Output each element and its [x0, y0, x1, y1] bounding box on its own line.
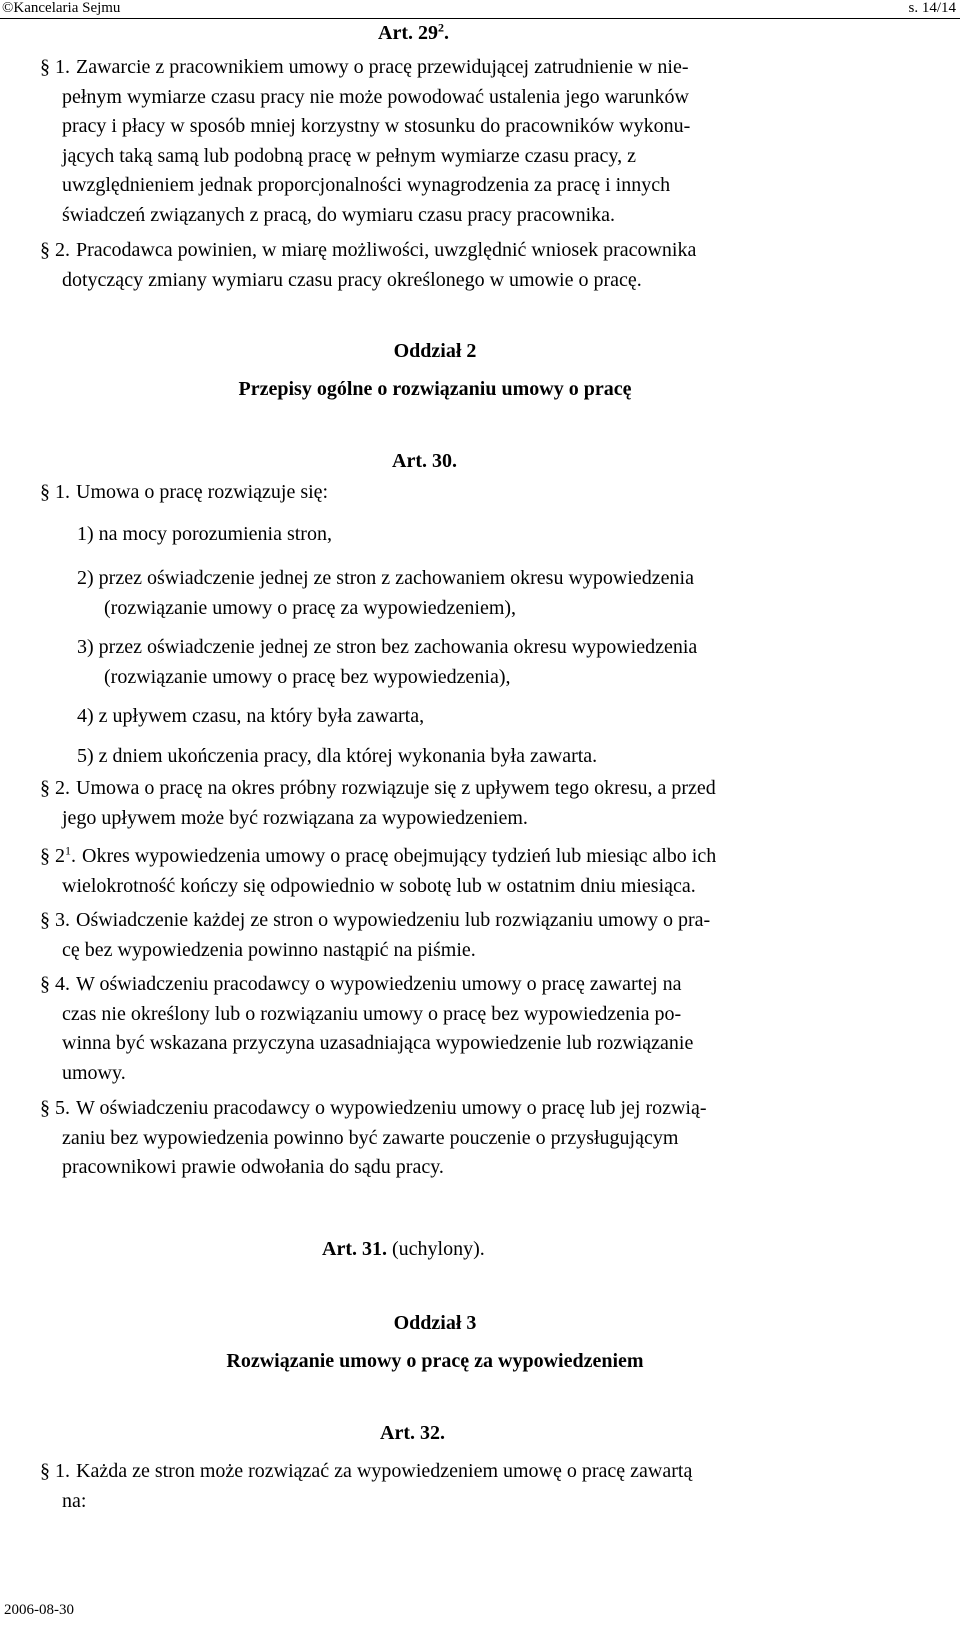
- art32-paragraph-1: [40, 1457, 840, 1516]
- paragraph-line: [40, 842, 840, 872]
- article-heading-32: Art. 32.: [380, 1422, 445, 1444]
- item-text: przez oświadczenie jednej ze stron bez zachowania okresu wypowiedzenia: [98, 636, 698, 658]
- list-item: [77, 564, 694, 623]
- paragraph-line: pracy i płacy w sposób mniej korzystny w stosunku do pracowników wykonu-: [62, 115, 691, 137]
- paragraph-text: Każda ze stron może rozwiązać za wypowiedzeniem umowę o pracę zawartą: [76, 1460, 693, 1482]
- paragraph-marker: § 1.: [40, 56, 70, 78]
- paragraph-line: [40, 1094, 840, 1124]
- paragraph-line: [40, 1457, 840, 1487]
- paragraph-line: dotyczący zmiany wymiaru czasu pracy określonego w umowie o pracę.: [62, 268, 642, 291]
- art30-paragraph-5: [40, 1094, 840, 1183]
- paragraph-marker: § 3.: [40, 909, 70, 931]
- paragraph-line: [40, 906, 840, 936]
- paragraph-line: na:: [62, 1489, 87, 1512]
- list-item: [77, 742, 597, 772]
- art30-paragraph-2: [40, 774, 840, 833]
- art29-2-paragraph-2: [40, 236, 840, 295]
- list-item: [77, 633, 697, 692]
- article-heading-31: Art. 31.: [322, 1238, 387, 1260]
- paragraph-text: Zawarcie z pracownikiem umowy o pracę przewidującej zatrudnienie w nie-: [76, 56, 689, 78]
- item-text: (rozwiązanie umowy o pracę bez wypowiedzenia),: [104, 665, 511, 688]
- list-item: [77, 520, 332, 550]
- paragraph-line: pełnym wymiarze czasu pracy nie może powodować ustalenia jego warunków: [62, 85, 689, 108]
- paragraph-text: Oświadczenie każdej ze stron o wypowiedzeniu lub rozwiązaniu umowy o pra-: [76, 909, 711, 931]
- paragraph-text: Okres wypowiedzenia umowy o pracę obejmujący tydzień lub miesiąc albo ich: [82, 845, 717, 867]
- list-item: [77, 702, 424, 732]
- copyright-label: ©Kancelaria Sejmu: [2, 0, 121, 16]
- article-superscript: 2: [437, 20, 444, 35]
- article-number: Art. 29: [378, 22, 438, 44]
- item-text: (rozwiązanie umowy o pracę za wypowiedzeniem),: [104, 596, 517, 619]
- paragraph-marker-tail: .: [71, 845, 76, 867]
- paragraph-line: jego upływem może być rozwiązana za wypowiedzeniem.: [62, 806, 528, 829]
- paragraph-text: Umowa o pracę rozwiązuje się:: [76, 481, 329, 503]
- page-number: s. 14/14: [908, 0, 956, 16]
- paragraph-line: wielokrotność kończy się odpowiednio w sobotę lub w ostatnim dniu miesiąca.: [62, 874, 696, 897]
- article-heading-tail: .: [443, 22, 449, 44]
- paragraph-text: Pracodawca powinien, w miarę możliwości, uwzględnić wniosek pracownika: [76, 239, 697, 261]
- paragraph-marker: § 2.: [40, 777, 70, 799]
- art30-paragraph-2-1: [40, 842, 840, 901]
- item-label: 3): [77, 636, 94, 658]
- paragraph-line: jących taką samą lub podobną pracę w pełnym wymiarze czasu pracy, z: [62, 144, 637, 167]
- paragraph-line: [40, 970, 840, 1000]
- article-heading-30: Art. 30.: [392, 450, 457, 472]
- article-note: (uchylony).: [391, 1238, 485, 1260]
- paragraph-line: umowy.: [62, 1061, 126, 1084]
- item-label: 1): [77, 523, 94, 545]
- article-31: [322, 1238, 485, 1261]
- paragraph-marker: § 1.: [40, 1460, 70, 1482]
- paragraph-line: [40, 478, 840, 508]
- footer-date: 2006-08-30: [4, 1602, 74, 1618]
- item-label: 5): [77, 745, 94, 767]
- paragraph-marker: § 5.: [40, 1097, 70, 1119]
- paragraph-line: świadczeń związanych z pracą, do wymiaru czasu pracy pracownika.: [62, 203, 616, 226]
- item-text: z dniem ukończenia pracy, dla której wykonania była zawarta.: [98, 745, 598, 767]
- article-heading-29-2: [378, 22, 449, 45]
- item-label: 4): [77, 705, 94, 727]
- paragraph-text: W oświadczeniu pracodawcy o wypowiedzeniu umowy o pracę lub jej rozwią-: [76, 1097, 707, 1119]
- art29-2-paragraph-1: [40, 53, 840, 230]
- paragraph-text: Umowa o pracę na okres próbny rozwiązuje się z upływem tego okresu, a przed: [76, 777, 716, 799]
- paragraph-line: winna być wskazana przyczyna uzasadniająca wypowiedzenie lub rozwiązanie: [62, 1032, 694, 1054]
- paragraph-line: cę bez wypowiedzenia powinno nastąpić na piśmie.: [62, 938, 476, 961]
- item-text: z upływem czasu, na który była zawarta,: [98, 705, 425, 727]
- paragraph-line: [40, 774, 840, 804]
- item-text: na mocy porozumienia stron,: [98, 523, 332, 545]
- section-title: Oddział 2: [393, 340, 477, 362]
- page-header: [0, 0, 960, 22]
- header-divider: [0, 18, 960, 19]
- section-title: Oddział 3: [393, 1312, 477, 1334]
- section-subtitle: Rozwiązanie umowy o pracę za wypowiedzeniem: [226, 1350, 644, 1372]
- paragraph-superscript: 1: [65, 843, 71, 858]
- paragraph-line: [40, 236, 840, 266]
- paragraph-line: zaniu bez wypowiedzenia powinno być zawarte pouczenie o przysługującym: [62, 1126, 679, 1149]
- item-label: 2): [77, 567, 94, 589]
- paragraph-line: [40, 53, 840, 83]
- paragraph-line: uwzględnieniem jednak proporcjonalności wynagrodzenia za pracę i innych: [62, 174, 671, 196]
- paragraph-line: czas nie określony lub o rozwiązaniu umowy o pracę bez wypowiedzenia po-: [62, 1002, 682, 1025]
- paragraph-marker: § 2.: [40, 239, 70, 261]
- item-text: przez oświadczenie jednej ze stron z zachowaniem okresu wypowiedzenia: [98, 567, 694, 589]
- art30-paragraph-3: [40, 906, 840, 965]
- paragraph-text: W oświadczeniu pracodawcy o wypowiedzeniu umowy o pracę zawartej na: [76, 973, 682, 995]
- section-subtitle: Przepisy ogólne o rozwiązaniu umowy o pracę: [238, 378, 632, 400]
- paragraph-marker: § 2: [40, 845, 65, 867]
- art30-paragraph-4: [40, 970, 840, 1088]
- paragraph-marker: § 4.: [40, 973, 70, 995]
- paragraph-marker: § 1.: [40, 481, 70, 503]
- art30-paragraph-1: [40, 478, 840, 508]
- paragraph-line: pracownikowi prawie odwołania do sądu pracy.: [62, 1156, 444, 1178]
